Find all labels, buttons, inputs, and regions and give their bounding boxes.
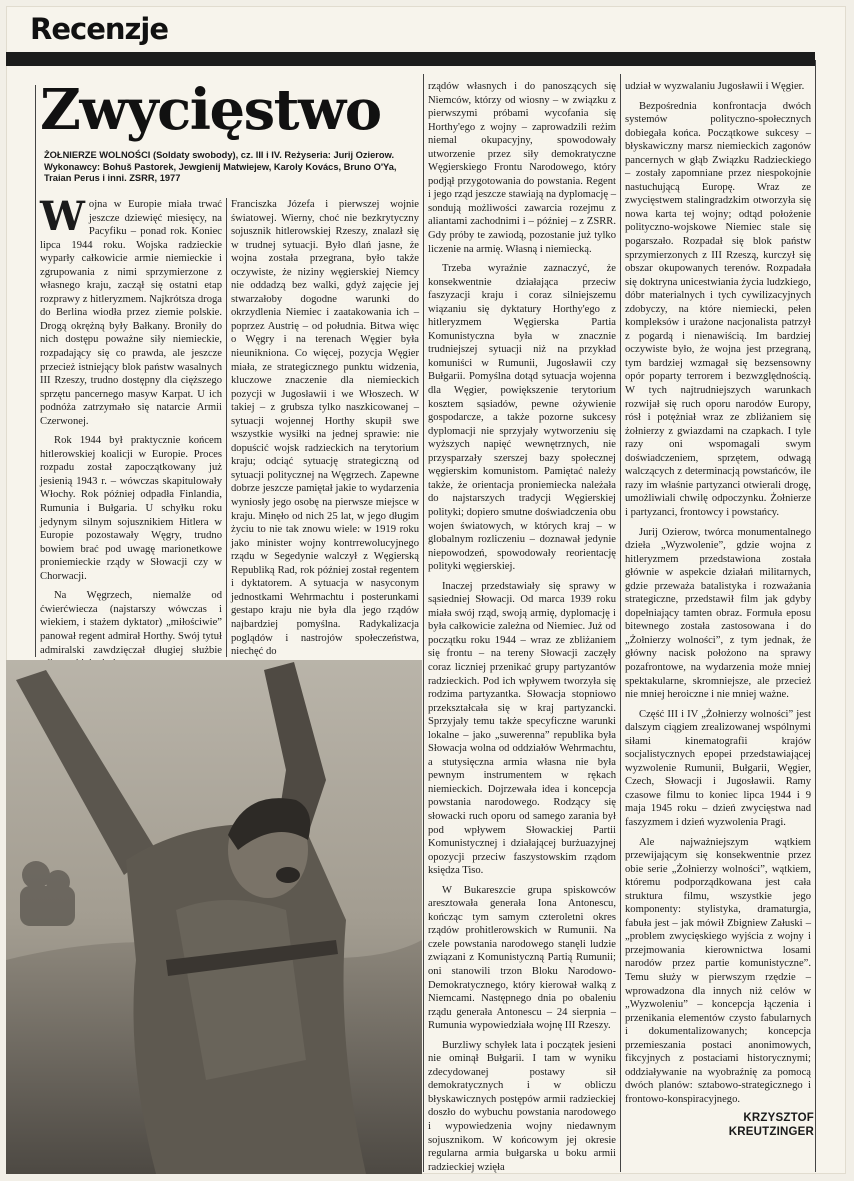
- article-column-3: [428, 80, 616, 1172]
- paragraph: Inaczej przedstawiały się sprawy w sąsiedniej Słowacji. Od marca 1939 roku miała swój rząd, swoją armię, dyplomację i była całkowicie zależna od Niemiec. Już od początku roku 1944 – wraz ze zbliżaniem się frontu – na tereny Słowacji zaczęły coraz liczniej przenikać grupy partyzantów radzieckich. Pod ich wpływem tworzyła się rodzima partyzantka. Słowacja stopniowo przekształcała się w kraj partyzancki. Sprzyjały temu także specyficzne warunki lokalne – jako „suwerenna” republika była Słowacja wolna od oddziałów Wehrmachtu, a stutysięczna armia własna nie była pewnym instrumentem w rękach niemieckich. Dojrzewała idea i koncepcja powstania narodowego. Rodzący się słowacki ruch oporu od samego zarania był pod wpływem Słowackiej Partii Komunistycznej i działającej burżuazyjnej opozycji przeciw faszystowskim rządom księdza Tiso.: [428, 580, 616, 877]
- paragraph: Bezpośrednia konfrontacja dwóch systemów polityczno-społecznych dobiegała końca. Początkowe sukcesy – błyskawiczny marsz niemieckich zagonów pancernych w głąb Związku Radzieckiego – zostały zapomniane przez niespokojnie nastuchującą Europę. Wraz ze zwycięstwem stalingradzkim otworzyła się nowa karta tej wojny; odtąd położenie polityczno-wojskowe Niemiec stale się pogarszało. Rozpadał się blok państw sprzymierzonych z III Rzeszą, kurczył się obszar okupowanych terenów. Rozpadała się doktryna unicestwiania życia ludzkiego, dóbr materialnych i tych cywilizacyjnych zdobyczy, na które niemiecki, pełen kompleksów i urażone nacjonalista patrzył z pogardą i nienawiścią. Im bardziej oczywiste było, że wojna jest przegraną, tym bardziej wzmagał się bezsensowny opór poparty terrorem i bezwzględnością. W tych najtrudniejszych warunkach rozwijał się ruch oporu narodów Europy, rósł i potężniał wraz ze zbliżaniem się żołnierzy z gwiazdami na czapkach. I tyle razy oni wspomagali swym doświadczeniem, sprzętem, odwagą walczących z determinacją powstańców, ile razy im właśnie partyzanci otwierali drogę, umożliwiali chwilę odpoczynku. Żołnierze i partyzanci, frontowcy i powstańcy.: [625, 100, 811, 518]
- paragraph: Franciszka Józefa i pierwszej wojnie światowej. Wierny, choć nie bezkrytyczny sojusznik hitlerowskiej Rzeszy, znalazł się w trudnej sytuacji. Było dlań jasne, że wojna została przegrana, było także oczywiste, że niziny węgierskiej Niemcy nie oddadzą bez walki, gdyż zajęcie jej stwarzałoby dogodne warunki do okrzydlenia Niemiec i zaatakowania ich – poprzez Austrię – od południa. Bitwa więc o Węgry i na terenach Węgier była nieunikniona. Co więcej, pozycja Węgier miała, ze strategicznego punktu widzenia, kluczowe znaczenie dla niemieckich pozycji w Jugosławii i we Włoszech. W takiej – z grubsza tylko naszkicowanej – sytuacji wojennej Horthy skupił swe wszystkie wysiłki na jednej sprawie: nie dopuścić wojsk radzieckich na terytorium kraju; odciąć sytuację strategiczną od sytuacji politycznej na Węgrzech. Zapewne dobrze jeszcze pamiętał jakie to wydarzenia wyniosły jego osobę na pierwsze miejsce w kraju. Minęło od nich 25 lat, w jego długim życiu to nie tak znowu wiele: w 1919 roku jako minister wojny kontrrewolucyjnego rządu w Segedynie walczył z Węgierską Republiką Rad, rok później został regentem i dyktatorem. A sytuacja w nasyconym jednostkami Wehrmachtu i posterunkami gestapo kraju nie była dla jego rządów najbardziej pomyślna. Radykalizacja poglądów i nastrojów społeczeństwa, niechęć do: [231, 199, 419, 658]
- paragraph: W Bukareszcie grupa spiskowców aresztowała generała Iona Antonescu, kończąc tym samym czteroletni okres rządów prohitlerowskich w Rumunii. Na czele powstania narodowego stanęli ludzie związani z Komunistyczną Partią Rumunii; oni stanowili trzon Bloku Narodowo-Demokratycznego, który kierował walką z Niemcami. Następnego dnia po obaleniu rządu generała Antonescu – 24 sierpnia – Rumunia wypowiedziała wojnę III Rzeszy.: [428, 884, 616, 1032]
- film-still-photo: [6, 660, 422, 1174]
- paragraph: Rok 1944 był praktycznie końcem hitlerowskiej koalicji w Europie. Proces rozpadu został zapoczątkowany już jesienią 1943 r. – wówczas skapitulowały Włochy. Rok później odpadła Finlandia, Rumunia i Bułgaria. U schyłku roku jedynym silnym sojusznikiem Hitlera w Europie pozostawały Węgry, trudno bowiem brać pod uwagę marionetkowe proniemieckie rządy w Słowacji czy w Chorwacji.: [40, 435, 222, 582]
- article-column-2: [231, 198, 419, 656]
- column-rule-1: [226, 198, 227, 657]
- column-rule-2: [423, 74, 424, 1172]
- article-headline: Zwycięstwo: [40, 77, 381, 143]
- author-byline: KRZYSZTOF KREUTZINGER: [728, 1112, 814, 1138]
- paragraph: Część III i IV „Żołnierzy wolności” jest dalszym ciągiem zrealizowanej wspólnymi siłami kinematografii krajów socjalistycznych epopei przedstawiającej wyzwolenie Rumunii, Bułgarii, Węgier, Czech, Słowacji i Jugosławii. Ramy czasowe filmu to koniec lipca 1944 i 9 maja 1945 roku – dzień zwycięstwa nad faszyzmem i dzień wyzwolenia Pragi.: [625, 708, 811, 828]
- paragraph: Ale najważniejszym wątkiem przewijającym się konsekwentnie przez obie serie „Żołnierzy wolności”, wątkiem, któremu podporządkowana jest cała struktura filmu, wszystkie jego komponenty: stylistyka, dramaturgia, fabuła jest – jak mówił Zbigniew Załuski – „problem zwycięskiego wyjścia z wojny i przejmowania kierownictwa losami narodów przez partie komunistyczne”. Temu służy w pierwszym rzędzie – wprowadzona dla innych niż celów w „Wyzwoleniu” – koncepcja łączenia i przenikania elementów czysto fabularnych i dokumentalizowanych; koncepcja przemieszania postaci anonimowych, fikcyjnych z postaciami historycznymi; oddziaływanie na wyobraźnię za pomocą dwóch planów: sztabowo-strategicznego i frontowo-konspiracyjnego.: [625, 836, 811, 1105]
- column-rule-3: [620, 74, 621, 1172]
- paragraph: Jurij Ozierow, twórca monumentalnego dzieła „Wyzwolenie”, gdzie wojna z hitleryzmem przedstawiona została głównie w aspekcie działań militarnych, gdzie przeważa batalistyka i rozważania strategiczne, przedstawił film jak gdyby dopełniający tamten obraz. Formuła eposu bitewnego została zastosowana i do „Żołnierzy wolności”, z tym jednak, że główny nacisk położono na sprawy pozafrontowe, na wydarzenia może mniej spektakularne, skromniejsze, ale przecież nie mniej heroiczne i nie mniej ważne.: [625, 526, 811, 701]
- top-rule: [6, 52, 815, 66]
- paragraph: Wojna w Europie miała trwać jeszcze dziewięć miesięcy, na Pacyfiku – ponad rok. Koniec lipca 1944 roku. Wojska radzieckie wyparły całkowicie armie niemieckie i zgrupowania z nimi sprzymierzone z własnego kraju, zaczął się ostatni etap rozprawy z hitleryzmem. Najkrótsza droga do Berlina wiodła przez ziemie polskie. Drogą okrężną były Bałkany. Broniły do nich dostępu poważne siły niemieckie, rozpadający się co prawda, ale jeszcze przecież istniejący blok państw wasalnych III Rzeszy, trudno dostępny dla cięższego sprzętu pancernego masyw Karpat. U ich podnóża zatrzymało się natarcie Armii Czerwonej.: [40, 193, 222, 427]
- paragraph: Burzliwy schyłek lata i początek jesieni nie ominął Bułgarii. I tam w wyniku zdecydowanej postawy sił demokratycznych i w obliczu błyskawicznych postępów armii radzieckiej doszło do wybuchu powstania narodowego i wypowiedzenia wojny niedawnym sojusznikom. W końcowym jej okresie regularna armia bułgarska u boku armii radzieckiej wzięła: [428, 1039, 616, 1173]
- film-still-illustration: [6, 660, 422, 1174]
- article-column-4: [625, 80, 811, 1110]
- section-label: Recenzje: [30, 12, 168, 46]
- column-rule-right: [815, 60, 816, 1172]
- column-rule-left-outer: [35, 85, 36, 657]
- film-credits: ŻOŁNIERZE WOLNOŚCI (Soldaty swobody), cz. III i IV. Reżyseria: Jurij Ozierow. Wykonawcy: Bohuš Pastorek, Jewgienij Matwiejew, Karoly Kovács, Bruno O'Ya, Traian Perus i inni. ZSRR, 1977: [44, 150, 397, 183]
- paragraph: Na Węgrzech, niemalże od ćwierćwiecza (najstarszy wówczas i wiekiem, i stażem dyktator) „miłościwie” panował regent admirał Horthy. Swój tytuł admiralski zawdzięczał długiej służbie: [40, 590, 222, 656]
- paragraph: udział w wyzwalaniu Jugosławii i Węgier.: [625, 81, 805, 92]
- article-column-1: [40, 193, 222, 656]
- drop-cap: W: [40, 193, 85, 240]
- paragraph: rządów własnych i do panoszących się Niemców, którzy od wiosny – w związku z pierwszymi próbami wycofania się Horthy'ego z wojny – zaprowadzili reżim niemal okupacyjny, spowodowały utworzenie przez siły demokratyczne Węgierskiego Frontu Narodowego, który podjął przygotowania do powstania. Regent i jego rząd jeszcze stawiają na dyplomację – sondują możliwości zawarcia rozejmu z aliantami zachodnimi i – później – z ZSRR. Gdy próby te zawiodą, pozostanie już tylko liczenie na armię. Własną i niemiecką.: [428, 81, 616, 255]
- paragraph: Trzeba wyraźnie zaznaczyć, że konsekwentnie działająca przeciw faszyzacji kraju i coraz silniejszemu wiązaniu się dyktatury Horthy'ego z hitleryzmem Węgierska Partia Komunistyczna była w znacznie trudniejszej sytuacji niż na przykład komuniści w Rumunii, Jugosławii czy Bułgarii. Pomyślna dotąd sytuacja wojenna dla Węgier, powiększenie terytorium kosztem sąsiadów, pewne ożywienie gospodarcze, a także pozorne sukcesy dyplomacji nie sprzyjały wytworzeniu się wyższych napięć wewnętrznych, nie przysparzały szerszej bazy społecznej węgierskim komunistom. Pamiętać należy także, że orientacja proniemiecka należała do najstarszych tradycji Węgierskiej polityki; dopiero smutne doświadczenia obu wojen światowych, w których kraj – w globalnym rozliczeniu – doznawał jedynie niepowodzeń, spowodowały reorientację polityki węgierskiej.: [428, 263, 616, 573]
